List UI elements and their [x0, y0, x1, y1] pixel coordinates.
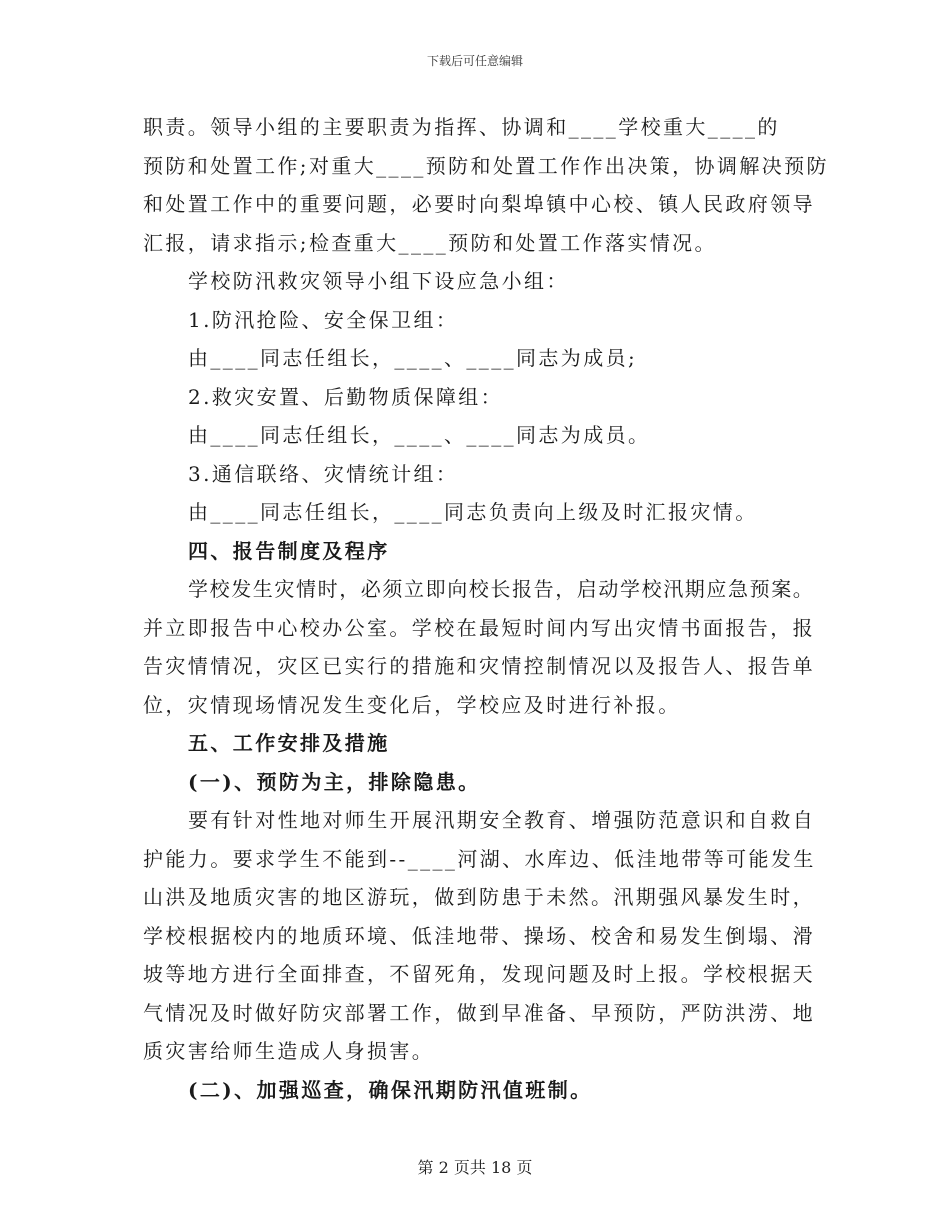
text-line: 护能力。要求学生不能到--____河湖、水库边、低洼地带等可能发生	[143, 846, 816, 871]
section-heading: 四、报告制度及程序	[188, 538, 390, 563]
text-line: 山洪及地质灾害的地区游玩，做到防患于未然。汛期强风暴发生时，	[143, 885, 815, 909]
list-heading: 3.通信联络、灾情统计组：	[188, 461, 459, 486]
document-body	[143, 108, 829, 1109]
text-line: 由____同志任组长，____、____同志为成员;	[188, 346, 638, 370]
text-line: 和处置工作中的重要问题，必要时向梨埠镇中心校、镇人民政府领导	[143, 192, 815, 216]
subsection-heading: (一)、预防为主，排除隐患。	[188, 769, 481, 794]
text-line: 质灾害给师生造成人身损害。	[143, 1039, 435, 1063]
text-line: 位，灾情现场情况发生变化后，学校应及时进行补报。	[143, 692, 681, 717]
subsection-heading: (二)、加强巡查，确保汛期防汛值班制。	[188, 1077, 593, 1102]
text-line: 学校发生灾情时，必须立即向校长报告，启动学校汛期应急预案。	[188, 577, 815, 601]
text-line: 汇报，请求指示;检查重大____预防和处置工作落实情况。	[143, 230, 717, 255]
list-heading: 1.防汛抢险、安全保卫组：	[188, 307, 459, 332]
text-line: 学校根据校内的地质环境、低洼地带、操场、校舍和易发生倒塌、滑	[143, 923, 815, 948]
text-line: 要有针对性地对师生开展汛期安全教育、增强防范意识和自救自	[188, 808, 816, 832]
text-line: 由____同志任组长，____同志负责向上级及时汇报灾情。	[188, 500, 758, 524]
page-header: 下载后可任意编辑	[426, 54, 523, 68]
text-line: 告灾情情况，灾区已实行的措施和灾情控制情况以及报告人、报告单	[143, 654, 815, 678]
text-line: 气情况及时做好防灾部署工作，做到早准备、早预防，严防洪涝、地	[143, 1000, 815, 1025]
text-line: 并立即报告中心校办公室。学校在最短时间内写出灾情书面报告，报	[143, 615, 815, 640]
text-line: 由____同志任组长，____、____同志为成员。	[188, 423, 651, 447]
text-line: 学校防汛救灾领导小组下设应急小组：	[188, 269, 569, 293]
page-footer: 第 2 页共 18 页	[417, 1158, 533, 1177]
text-line: 职责。领导小组的主要职责为指挥、协调和____学校重大____的	[143, 115, 780, 139]
text-line: 预防和处置工作;对重大____预防和处置工作作出决策，协调解决预防	[143, 153, 829, 178]
section-heading: 五、工作安排及措施	[188, 731, 390, 755]
list-heading: 2.救灾安置、后勤物质保障组：	[188, 384, 504, 409]
text-line: 坡等地方进行全面排查，不留死角，发现问题及时上报。学校根据天	[143, 962, 815, 986]
